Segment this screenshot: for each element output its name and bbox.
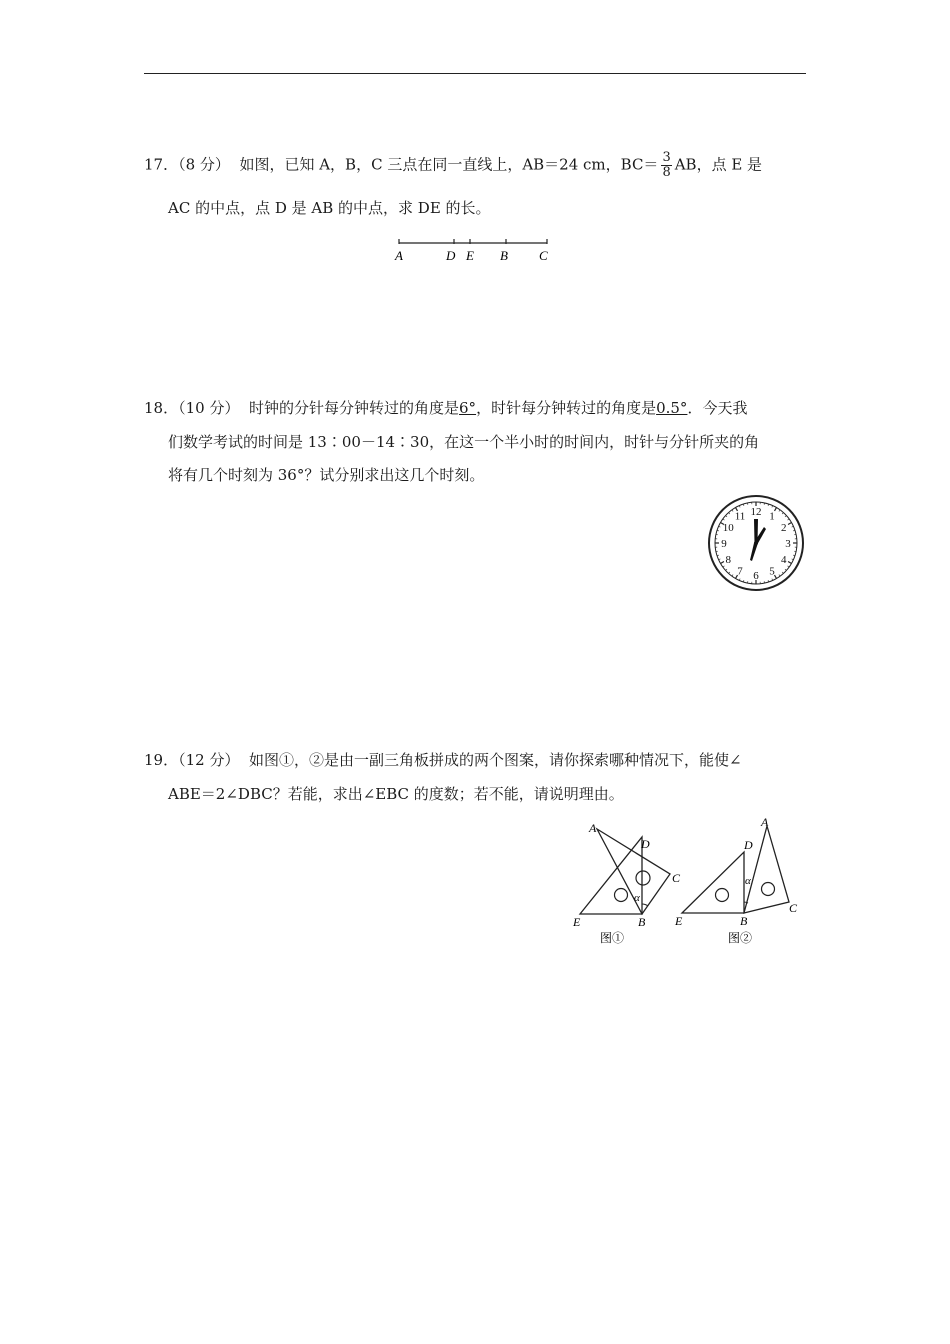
fig1-hole-left	[615, 889, 628, 902]
fig1-angle-arc	[642, 904, 648, 906]
clock-num-1: 1	[769, 510, 775, 523]
clock-num-12: 12	[750, 506, 762, 518]
minute-angle-value: 6°	[459, 399, 477, 417]
clock-tick	[785, 569, 786, 570]
q18-line-3: 将有几个时刻为 36°？试分别求出这几个时刻。	[168, 466, 485, 484]
q18-score: （10 分）	[178, 399, 240, 417]
header-rule	[144, 73, 806, 74]
clock-num-6: 6	[753, 570, 759, 582]
fig1-hole-right	[636, 871, 650, 885]
fig2-label-d: D	[744, 838, 753, 852]
q17-score: （8 分）	[178, 155, 230, 174]
fig1-caption: 图①	[600, 931, 625, 945]
label-e: E	[466, 248, 474, 263]
triangle-figure-2	[672, 812, 812, 949]
second-hand	[750, 543, 758, 561]
q19-line-1	[144, 749, 742, 770]
q18-text-1a: 时钟的分针每分钟转过的角度是	[249, 399, 460, 417]
fraction-3-8	[661, 151, 671, 180]
clock-tick	[788, 523, 791, 525]
fig2-label-e: E	[675, 914, 683, 928]
clock-tick	[782, 513, 783, 514]
label-b: B	[500, 248, 508, 263]
fig2-label-c: C	[789, 901, 798, 915]
clock-num-10: 10	[722, 522, 734, 534]
fig1-label-a: A	[589, 821, 597, 835]
clock-tick	[723, 566, 725, 567]
q18-text-1b: ，时针每分钟转过的角度是	[476, 399, 657, 417]
q19-text-1: 如图①，②是由一副三角板拼成的两个图案，请你探索哪种情况下，能使∠	[249, 751, 742, 769]
frac-denominator: 8	[662, 165, 671, 180]
clock-tick	[788, 562, 791, 564]
clock-tick	[772, 579, 773, 581]
clock-tick	[732, 510, 733, 512]
fig1-set-square-left	[580, 837, 642, 914]
clock-num-8: 8	[725, 554, 732, 566]
clock-tick	[726, 569, 727, 570]
frac-numerator: 3	[662, 150, 671, 165]
fig2-caption: 图②	[728, 931, 753, 945]
clock-tick	[719, 526, 721, 527]
clock-tick	[788, 566, 790, 567]
q18-number: 18．	[144, 399, 179, 417]
fig2-label-alpha: α	[745, 875, 751, 887]
q18-line-1	[144, 397, 747, 418]
clock-tick	[723, 519, 725, 520]
fig1-label-d: D	[641, 837, 650, 851]
label-a: A	[395, 248, 403, 263]
hour-angle-value: 0.5°	[656, 399, 688, 417]
q18-text-1c: ．今天我	[687, 399, 748, 417]
clock-num-11: 11	[734, 510, 746, 523]
clock-num-9: 9	[721, 538, 727, 550]
clock-tick	[775, 575, 777, 578]
clock-tick	[775, 507, 777, 510]
clock-num-4: 4	[780, 554, 787, 566]
fig2-label-b: B	[740, 914, 748, 928]
q19-number: 19．	[144, 751, 179, 769]
clock-tick	[726, 516, 727, 517]
clock-tick	[720, 562, 723, 564]
q17-line-1	[144, 151, 762, 180]
q18-line-2: 们数学考试的时间是 13∶00－14∶30，在这一个半小时的时间内，时针与分针所夹的角	[168, 433, 760, 451]
clock-num-2: 2	[780, 522, 787, 534]
clock-tick	[729, 572, 730, 573]
label-c: C	[539, 248, 548, 263]
q17-text-2: AB，点 E 是	[674, 155, 763, 174]
clock-tick	[772, 506, 773, 508]
fig2-label-a: A	[761, 815, 769, 829]
segment-figure	[390, 232, 560, 268]
clock-tick	[739, 506, 740, 508]
q19-line-2: ABE＝2∠DBC？若能，求出∠EBC 的度数；若不能，请说明理由。	[168, 785, 624, 803]
clock-tick	[779, 510, 780, 512]
q17-number: 17．	[144, 155, 179, 174]
clock-tick	[729, 513, 730, 514]
clock-tick	[792, 559, 794, 560]
clock-center	[754, 541, 758, 545]
clock-tick	[782, 572, 783, 573]
label-d: D	[446, 248, 456, 263]
clock-tick	[732, 575, 733, 577]
clock-tick	[785, 516, 786, 517]
fig1-label-b: B	[638, 915, 646, 929]
fig1-label-c: C	[672, 871, 681, 885]
q17-text-1: 如图，已知 A，B，C 三点在同一直线上，AB＝24 cm，BC＝	[239, 155, 659, 174]
fig2-hole-right	[762, 883, 775, 896]
fig1-label-alpha: α	[634, 892, 640, 904]
clock-num-5: 5	[769, 565, 775, 578]
fig1-label-e: E	[573, 915, 581, 929]
q17-line-2: AC 的中点，点 D 是 AB 的中点，求 DE 的长。	[168, 199, 491, 217]
clock-tick	[788, 519, 790, 520]
fig2-hole-left	[716, 889, 729, 902]
q19-score: （12 分）	[178, 751, 240, 769]
clock-tick	[792, 526, 794, 527]
clock-figure	[704, 493, 808, 593]
clock-tick	[779, 575, 780, 577]
clock-num-3: 3	[785, 538, 791, 550]
fig2-set-square-left	[682, 852, 744, 913]
clock-num-7: 7	[737, 565, 743, 578]
clock-tick	[719, 559, 721, 560]
clock-tick	[739, 579, 740, 581]
